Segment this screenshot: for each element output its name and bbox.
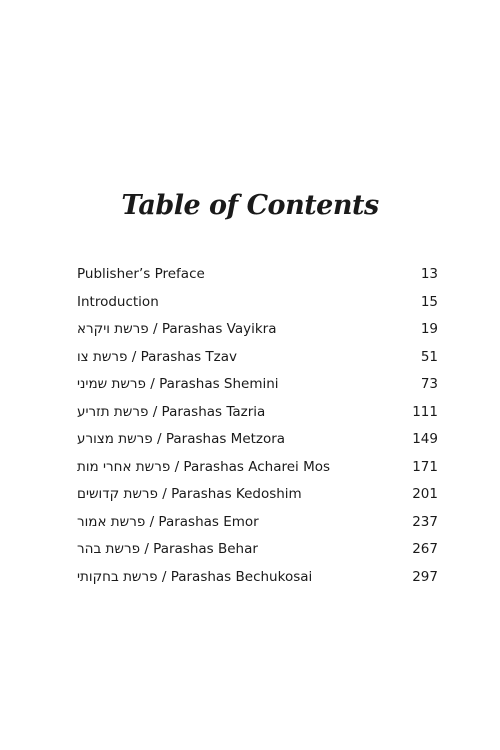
entry-english: / Parashas Acharei Mos [170, 458, 331, 475]
entry-page-number: 297 [412, 568, 438, 585]
toc-entry[interactable] [77, 404, 438, 432]
toc-list [77, 266, 438, 596]
entry-english: / Parashas Metzora [152, 431, 286, 447]
toc-entry[interactable] [77, 349, 438, 377]
entry-hebrew: פרשת שמיני [77, 376, 146, 392]
entry-hebrew: פרשת צו [77, 348, 128, 365]
toc-entry[interactable] [77, 541, 438, 569]
entry-label [77, 514, 259, 530]
entry-page-number: 111 [412, 403, 438, 420]
entry-hebrew: פרשת ויקרא [77, 321, 149, 337]
entry-page-number: 15 [420, 293, 438, 310]
entry-page-number: 171 [412, 458, 438, 475]
entry-english: / Parashas Tzav [127, 348, 238, 365]
entry-label [77, 404, 265, 420]
toc-entry[interactable] [77, 431, 438, 459]
entry-hebrew: פרשת תזריע [77, 403, 149, 420]
entry-label [77, 459, 330, 475]
entry-english: / Parashas Emor [145, 513, 259, 530]
toc-entry[interactable] [77, 294, 438, 322]
entry-label [77, 321, 277, 337]
entry-hebrew: פרשת אחרי מות [77, 458, 171, 475]
toc-entry[interactable] [77, 266, 438, 294]
entry-page-number: 19 [420, 321, 438, 337]
entry-page-number: 267 [412, 541, 438, 557]
entry-label [77, 541, 258, 557]
page-title: Table of Contents [121, 190, 379, 221]
entry-english: Introduction [77, 293, 159, 310]
entry-english: Publisher’s Preface [77, 266, 205, 282]
entry-label [77, 569, 312, 585]
toc-entry[interactable] [77, 459, 438, 487]
entry-page-number: 13 [420, 266, 438, 282]
entry-english: / Parashas Vayikra [148, 321, 277, 337]
entry-label [77, 294, 159, 310]
entry-english: / Parashas Behar [140, 541, 258, 557]
toc-entry[interactable] [77, 321, 438, 349]
entry-hebrew: פרשת אמור [77, 513, 146, 530]
entry-label [77, 266, 205, 282]
entry-page-number: 201 [412, 486, 438, 502]
entry-english: / Parashas Kedoshim [157, 486, 302, 502]
entry-label [77, 431, 285, 447]
entry-page-number: 149 [412, 431, 438, 447]
toc-entry[interactable] [77, 376, 438, 404]
entry-hebrew: פרשת בחקותי [77, 568, 158, 585]
entry-page-number: 237 [412, 513, 438, 530]
toc-entry[interactable] [77, 486, 438, 514]
entry-hebrew: פרשת מצורע [77, 431, 153, 447]
toc-entry[interactable] [77, 514, 438, 542]
entry-label [77, 376, 279, 392]
entry-label [77, 349, 237, 365]
entry-page-number: 73 [420, 376, 438, 392]
entry-hebrew: פרשת קדושים [77, 486, 158, 502]
entry-english: / Parashas Shemini [145, 376, 279, 392]
entry-label [77, 486, 302, 502]
entry-hebrew: פרשת בהר [77, 541, 141, 557]
toc-entry[interactable] [77, 569, 438, 597]
entry-page-number: 51 [420, 348, 438, 365]
entry-english: / Parashas Bechukosai [157, 568, 313, 585]
entry-english: / Parashas Tazria [148, 403, 266, 420]
